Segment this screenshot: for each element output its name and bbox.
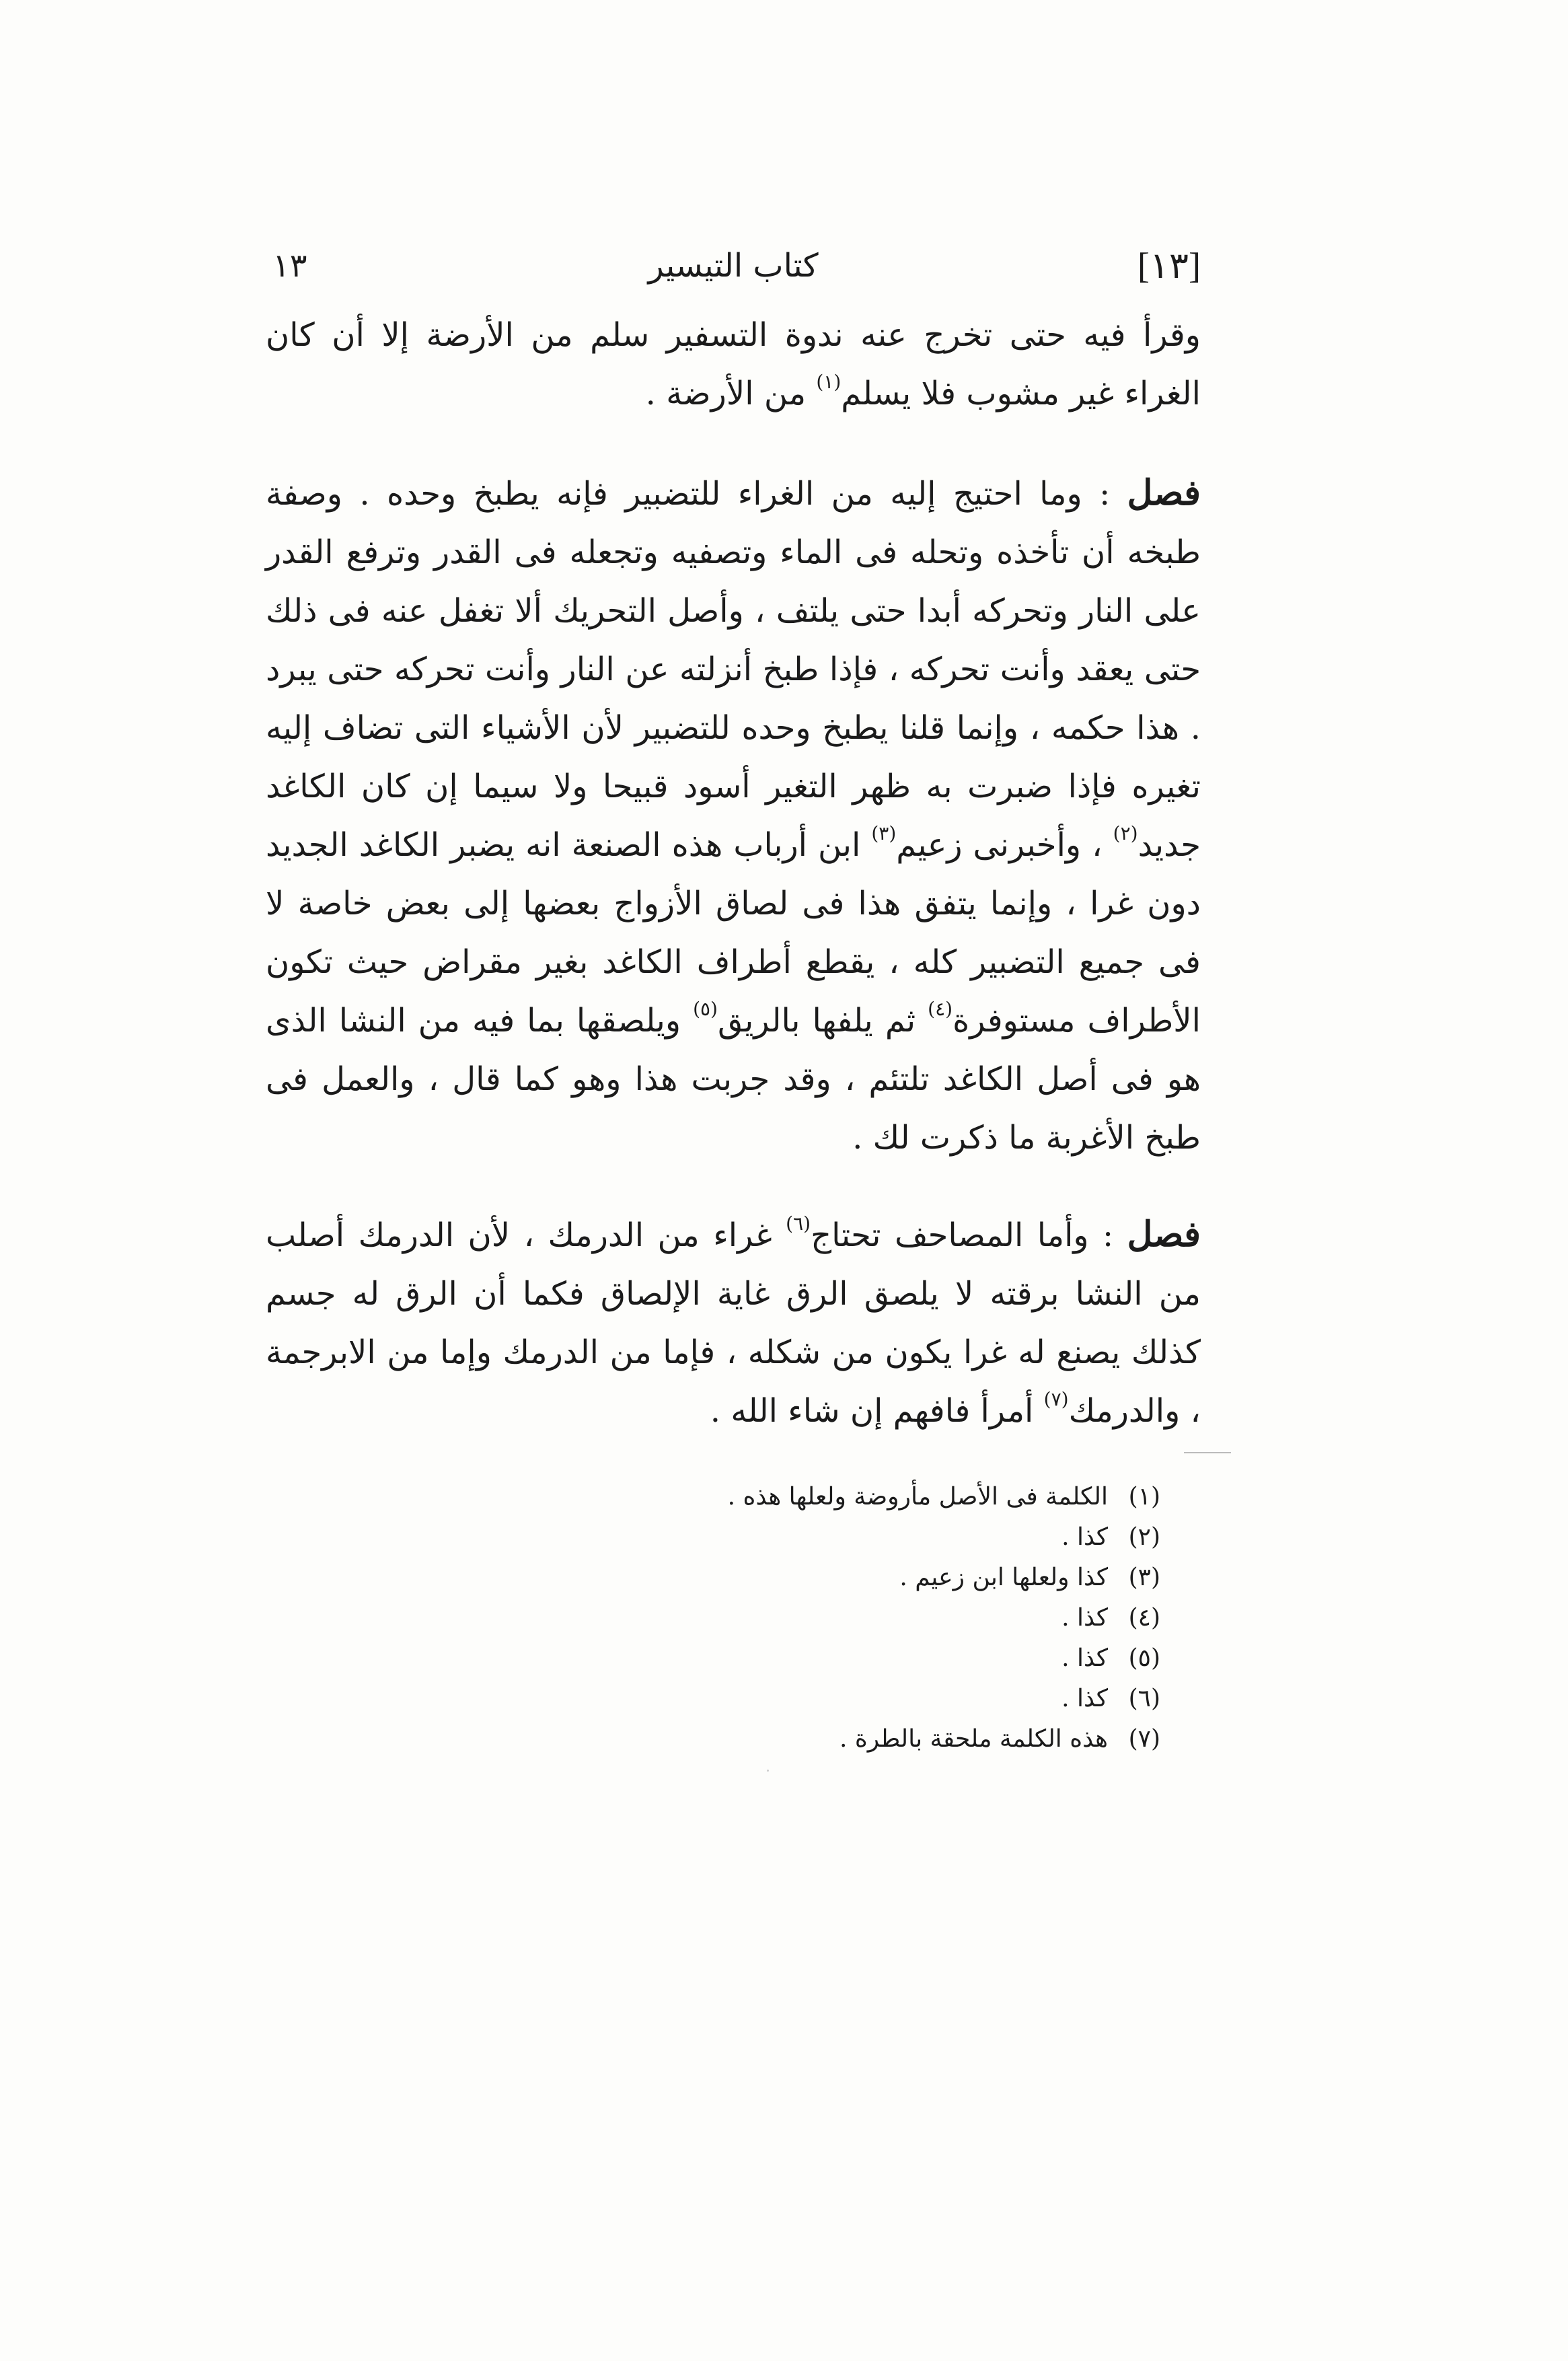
paragraph-text: ابن أرباب هذه الصنعة انه يضبر الكاغد الجديد دون غرا ، وإنما يتفق هذا فى لصاق الأزواج بعضها إلى بعض خاصة لا فى جميع التضبير كله ، يقطع أطراف الكاغد بغير مقراض حيث تكون الأطراف مستوفرة xyxy=(266,826,1201,1040)
footnote-number: (٤) xyxy=(1128,1604,1160,1632)
footnote-number: (٢) xyxy=(1128,1523,1160,1551)
footnote-ref-6: (٦) xyxy=(786,1212,811,1235)
page-number: ١٣ xyxy=(272,247,307,285)
paragraph-text: ، وأخبرنى زعيم xyxy=(896,826,1113,864)
footnote-text: كذا . xyxy=(1061,1644,1108,1672)
main-text xyxy=(266,306,1201,1441)
paragraph-text: ويلصقها بما فيه من النشا الذى هو فى أصل الكاغد تلتئم ، وقد جربت هذا وهو كما قال ، والعمل فى طبخ الأغربة ما ذكرت لك . xyxy=(266,1002,1201,1157)
paragraph-text: : وأما المصاحف تحتاج xyxy=(811,1216,1127,1254)
footnote-number: (٥) xyxy=(1128,1644,1160,1672)
running-header xyxy=(266,235,1201,296)
paragraph-2 xyxy=(266,464,1201,1167)
paragraph-text: : وما احتيج إليه من الغراء للتضبير فإنه يطبخ وحده . وصفة طبخه أن تأخذه وتحله فى الماء وتصفيه وتجعله فى القدر وترفع القدر على النار وتحركه أبدا حتى يلتف ، وأصل التحريك ألا تغفل عنه فى ذلك حتى يعقد وأنت تحركه ، فإذا طبخ أنزلته عن النار وأنت تحركه حتى يبرد . هذا حكمه ، وإنما قلنا يطبخ وحده للتضبير لأن الأشياء التى تضاف إليه تغيره فإذا ضبرت به ظهر التغير أسود قبيحا ولا سيما إن كان الكاغد جديد xyxy=(266,475,1201,864)
paragraph-text: أمرأ فافهم إن شاء الله . xyxy=(710,1392,1044,1430)
section-heading: فصل xyxy=(1127,1214,1201,1255)
paragraph-text: من الأرضة . xyxy=(645,375,817,412)
section-heading: فصل xyxy=(1127,472,1201,513)
footnote xyxy=(266,1517,1160,1558)
footnote xyxy=(266,1638,1160,1679)
footnote-divider xyxy=(1184,1452,1231,1453)
footnote-ref-3: (٣) xyxy=(871,822,897,844)
footnote-number: (١) xyxy=(1128,1483,1160,1511)
footnotes xyxy=(266,1477,1160,1759)
footnote-number: (٣) xyxy=(1128,1564,1160,1591)
footnote xyxy=(266,1719,1160,1759)
paragraph-text: ثم يلفها بالريق xyxy=(717,1002,928,1040)
footnote-ref-7: (٧) xyxy=(1043,1388,1069,1410)
footnote-number: (٦) xyxy=(1128,1685,1160,1712)
footnote-text: كذا . xyxy=(1061,1523,1108,1551)
footnote-text: هذه الكلمة ملحقة بالطرة . xyxy=(839,1725,1108,1753)
footnote xyxy=(266,1558,1160,1598)
paragraph-1 xyxy=(266,306,1201,423)
footnote xyxy=(266,1477,1160,1517)
page-number-bracketed: [١٣] xyxy=(1137,246,1201,286)
footnote-text: كذا . xyxy=(1061,1604,1108,1632)
paragraph-text: وقرأ فيه حتى تخرج عنه ندوة التسفير سلم من الأرضة إلا أن كان الغراء غير مشوب فلا يسلم xyxy=(266,316,1201,412)
footnote xyxy=(266,1598,1160,1638)
book-title: كتاب التيسير xyxy=(648,247,819,285)
footnote-ref-5: (٥) xyxy=(693,998,718,1020)
footnote-number: (٧) xyxy=(1128,1725,1160,1753)
footnote-text: الكلمة فى الأصل مأروضة ولعلها هذه . xyxy=(727,1483,1108,1511)
paragraph-text: غراء من الدرمك ، لأن الدرمك أصلب من النشا برقته لا يلصق الرق غاية الإلصاق فكما أن الرق له جسم كذلك يصنع له غرا يكون من شكله ، فإما من الدرمك وإما من الابرجمة ، والدرمك xyxy=(266,1216,1201,1430)
footnote-ref-2: (٢) xyxy=(1113,822,1138,844)
footnote-text: كذا . xyxy=(1061,1685,1108,1712)
footnote xyxy=(266,1679,1160,1719)
footnote-text: كذا ولعلها ابن زعيم . xyxy=(899,1564,1108,1591)
scan-speck xyxy=(767,1770,769,1772)
footnote-ref-4: (٤) xyxy=(928,998,953,1020)
paragraph-3 xyxy=(266,1205,1201,1441)
footnote-ref-1: (١) xyxy=(816,371,842,393)
